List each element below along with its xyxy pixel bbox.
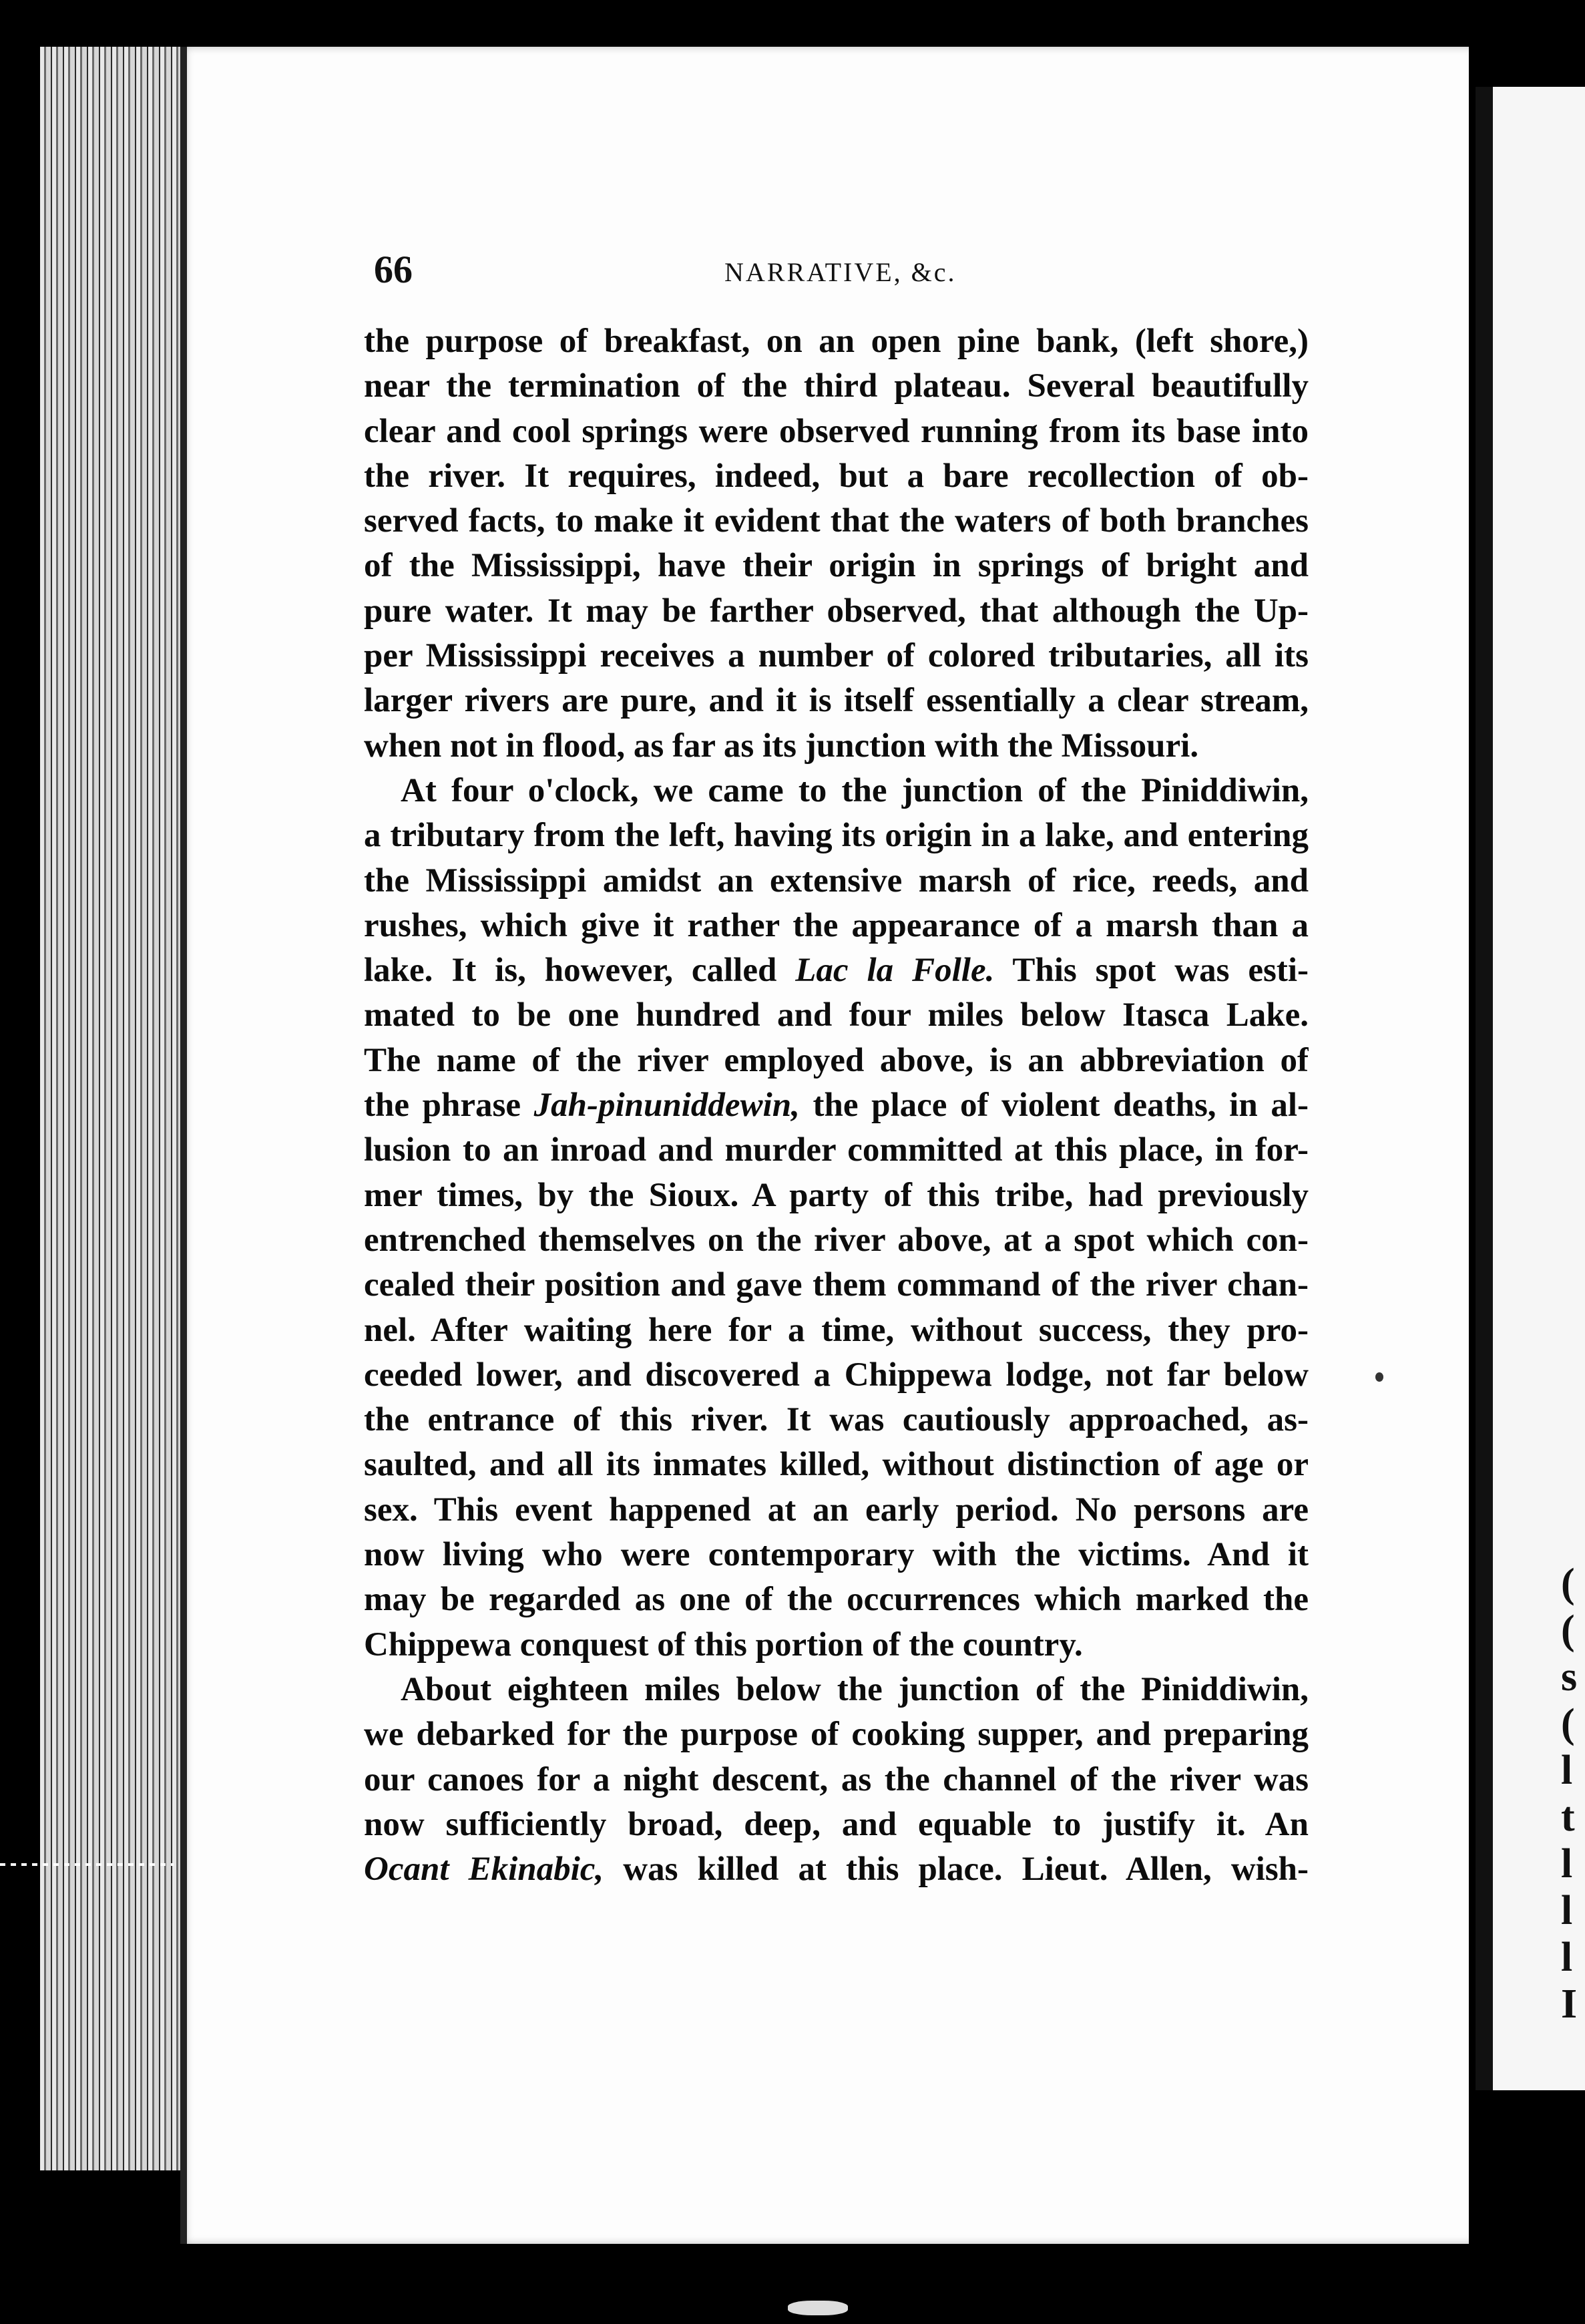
facing-page-char: ( (1561, 1607, 1575, 1653)
facing-page-char: l (1561, 1748, 1573, 1793)
text-line: The name of the river employed above, is an abbreviation of (364, 1041, 1309, 1079)
text-line: mer times, by the Sioux. A party of this tribe, had previously (364, 1176, 1309, 1214)
text-line: sex. This event happened at an early period. No persons are (364, 1491, 1309, 1529)
text-line: rushes, which give it rather the appearance of a marsh than a (364, 906, 1309, 944)
running-head (374, 247, 1309, 294)
facing-page-char: t (1561, 1794, 1575, 1840)
facing-page-char: l (1561, 1888, 1573, 1933)
text-line: we debarked for the purpose of cooking supper, and preparing (364, 1716, 1309, 1754)
italic-run: Lac la Folle. (795, 952, 995, 990)
running-title: NARRATIVE, &c. (724, 257, 957, 287)
text-line-mixed (364, 1847, 1309, 1892)
text-line: At four o'clock, we came to the junction of the Piniddiwin, (401, 771, 1309, 809)
text-line: cealed their position and gave them command of the river chan- (364, 1266, 1309, 1304)
text-run: the place of violent deaths, in al- (813, 1087, 1309, 1125)
text-line: Chippewa conquest of this portion of the country. (364, 1625, 1083, 1664)
text-line: the purpose of breakfast, on an open pine bank, (left shore,) (364, 323, 1309, 360)
text-line: entrenched themselves on the river above, at a spot which con- (364, 1221, 1309, 1259)
text-line: clear and cool springs were observed running from its base into (364, 412, 1309, 450)
text-line: now sufficiently broad, deep, and equable to justify it. An (364, 1805, 1309, 1843)
body-text (364, 319, 1309, 1892)
italic-run: Ocant Ekinabic, (364, 1851, 604, 1889)
edge-dash-mark (0, 1863, 174, 1866)
text-run: lake. It is, however, called (364, 952, 777, 990)
text-line: served facts, to make it evident that the waters of both branches (364, 502, 1309, 540)
text-line: now living who were contemporary with the victims. And it (364, 1536, 1309, 1574)
text-line: the entrance of this river. It was cautiously approached, as- (364, 1401, 1309, 1439)
facing-page-char: ( (1561, 1701, 1575, 1746)
text-line: per Mississippi receives a number of colored tributaries, all its (364, 637, 1309, 675)
text-line: saulted, and all its inmates killed, without distinction of age or (364, 1446, 1309, 1484)
facing-page-char: ( (1561, 1561, 1575, 1606)
text-line: About eighteen miles below the junction of the Piniddiwin, (401, 1670, 1309, 1708)
text-line: ceeded lower, and discovered a Chippewa lodge, not far below (364, 1356, 1309, 1394)
facing-page-char: I (1561, 1981, 1578, 2027)
text-line: a tributary from the left, having its origin in a lake, and entering (364, 817, 1309, 855)
text-line: larger rivers are pure, and it is itself essentially a clear stream, (364, 682, 1309, 720)
text-line: our canoes for a night descent, as the channel of the river was (364, 1760, 1309, 1798)
text-line-mixed (364, 1083, 1309, 1128)
text-run: the phrase (364, 1087, 521, 1125)
text-line: near the termination of the third plateau. Several beautifully (364, 367, 1309, 405)
italic-run: Jah-pinuniddewin, (533, 1087, 800, 1125)
text-line: the Mississippi amidst an extensive marsh of rice, reeds, and (364, 861, 1309, 900)
paper-speck (1375, 1372, 1383, 1382)
text-line: pure water. It may be farther observed, that although the Up- (364, 592, 1309, 630)
text-line: of the Mississippi, have their origin in springs of bright and (364, 547, 1309, 585)
book-page-edges (40, 47, 194, 2170)
page-number: 66 (374, 248, 413, 291)
page-gutter (180, 47, 187, 2244)
facing-page-char: s (1561, 1654, 1578, 1700)
text-line: the river. It requires, indeed, but a bare recollection of ob- (364, 457, 1309, 495)
text-line-mixed (364, 948, 1309, 993)
page-blemish (788, 2301, 848, 2315)
text-line: when not in flood, as far as its junction with the Missouri. (364, 727, 1199, 765)
facing-page-char: l (1561, 1841, 1573, 1887)
text-line: lusion to an inroad and murder committed at this place, in for- (364, 1131, 1309, 1169)
text-line: nel. After waiting here for a time, without success, they pro- (364, 1311, 1309, 1349)
text-run: This spot was esti- (1012, 952, 1309, 990)
text-line: may be regarded as one of the occurrences which marked the (364, 1581, 1309, 1619)
text-run: was killed at this place. Lieut. Allen, wish- (623, 1851, 1309, 1889)
facing-page-char: l (1561, 1935, 1573, 1980)
text-line: mated to be one hundred and four miles below Itasca Lake. (364, 996, 1309, 1034)
